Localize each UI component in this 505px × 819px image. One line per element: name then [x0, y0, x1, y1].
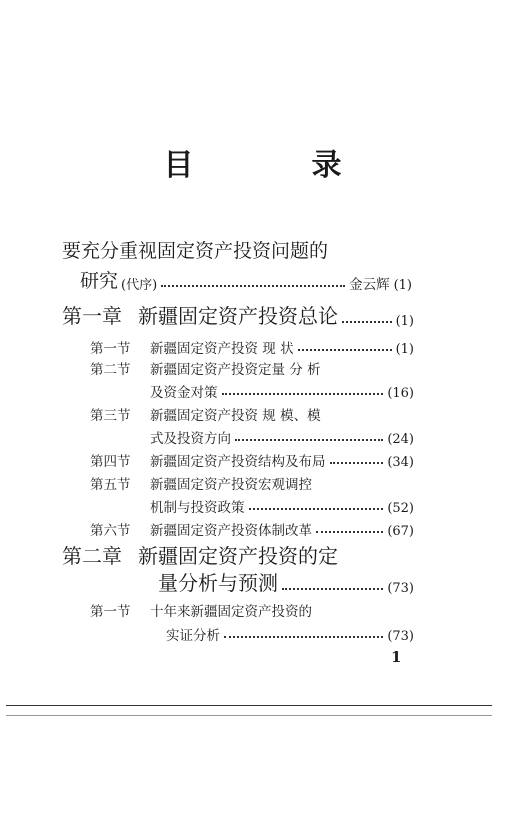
section-2-1-line2 — [166, 624, 414, 644]
section-1-5-line2 — [150, 496, 414, 516]
leader-dots — [282, 588, 383, 590]
leader-dots — [330, 462, 384, 464]
leader-dots — [224, 636, 383, 638]
section-label: 第一节 — [90, 604, 131, 620]
chapter2-heading-line1 — [62, 540, 338, 569]
section-title: 新疆固定资产投资体制改革 — [150, 523, 312, 539]
preface-title-line1: 要充分重视固定资产投资问题的 — [62, 240, 329, 262]
leader-dots — [161, 285, 345, 287]
section-title: 新疆固定资产投资 现 状 — [150, 341, 294, 357]
chapter1-page: (1) — [395, 314, 414, 329]
chapter2-title-line2: 量分析与预测 — [158, 571, 278, 595]
section-title: 新疆固定资产投资 规 模、模 — [150, 408, 321, 424]
preface-line2 — [80, 266, 412, 293]
section-title: 新疆固定资产投资宏观调控 — [150, 477, 312, 493]
section-label: 第一节 — [90, 341, 131, 357]
preface-author: 金云辉 — [349, 277, 390, 293]
preface-line1 — [62, 236, 328, 263]
preface-page: (1) — [393, 278, 412, 293]
section-label: 第六节 — [90, 523, 131, 539]
section-1-3-line2 — [150, 427, 414, 447]
section-1-1 — [90, 337, 414, 357]
scan-edge-line-shadow — [6, 715, 492, 716]
section-1-6 — [90, 519, 414, 539]
leader-dots — [316, 531, 383, 533]
section-label: 第三节 — [90, 408, 131, 424]
section-title-cont: 及资金对策 — [150, 385, 218, 401]
chapter2-label: 第二章 — [62, 544, 122, 568]
chapter2-title-line1: 新疆固定资产投资的定 — [138, 544, 338, 568]
section-page: (16) — [387, 386, 414, 401]
section-title-cont: 式及投资方向 — [150, 431, 231, 447]
chapter2-page: (73) — [387, 581, 414, 596]
section-page: (34) — [387, 455, 414, 470]
chapter1-title: 新疆固定资产投资总论 — [138, 304, 338, 328]
leader-dots — [298, 349, 392, 351]
section-title: 十年来新疆固定资产投资的 — [150, 604, 312, 620]
chapter1-heading — [62, 300, 414, 329]
preface-tag: (代序) — [121, 278, 158, 293]
preface-title-line2: 研究 — [80, 270, 119, 292]
leader-dots — [235, 439, 383, 441]
section-1-4 — [90, 450, 414, 470]
section-page: (52) — [387, 501, 414, 516]
section-title-cont: 机制与投资政策 — [150, 500, 245, 516]
section-label: 第二节 — [90, 362, 131, 378]
section-2-1-line1 — [90, 600, 312, 620]
leader-dots — [342, 321, 392, 323]
section-title: 新疆固定资产投资定量 分 析 — [150, 362, 321, 378]
section-title-cont: 实证分析 — [166, 628, 220, 644]
page-number: 1 — [391, 648, 402, 666]
section-page: (24) — [387, 432, 414, 447]
chapter1-label: 第一章 — [62, 304, 122, 328]
section-1-5-line1 — [90, 473, 312, 493]
scan-edge-line — [6, 705, 492, 706]
chapter2-heading-line2 — [158, 567, 414, 596]
section-1-3-line1 — [90, 404, 321, 424]
section-page: (67) — [387, 524, 414, 539]
section-label: 第四节 — [90, 454, 131, 470]
page-title: 目 录 — [163, 148, 386, 183]
section-page: (1) — [395, 342, 414, 357]
section-label: 第五节 — [90, 477, 131, 493]
section-page: (73) — [387, 629, 414, 644]
section-1-2-line1 — [90, 358, 321, 378]
leader-dots — [249, 508, 384, 510]
section-title: 新疆固定资产投资结构及布局 — [150, 454, 326, 470]
leader-dots — [222, 393, 384, 395]
section-1-2-line2 — [150, 381, 414, 401]
